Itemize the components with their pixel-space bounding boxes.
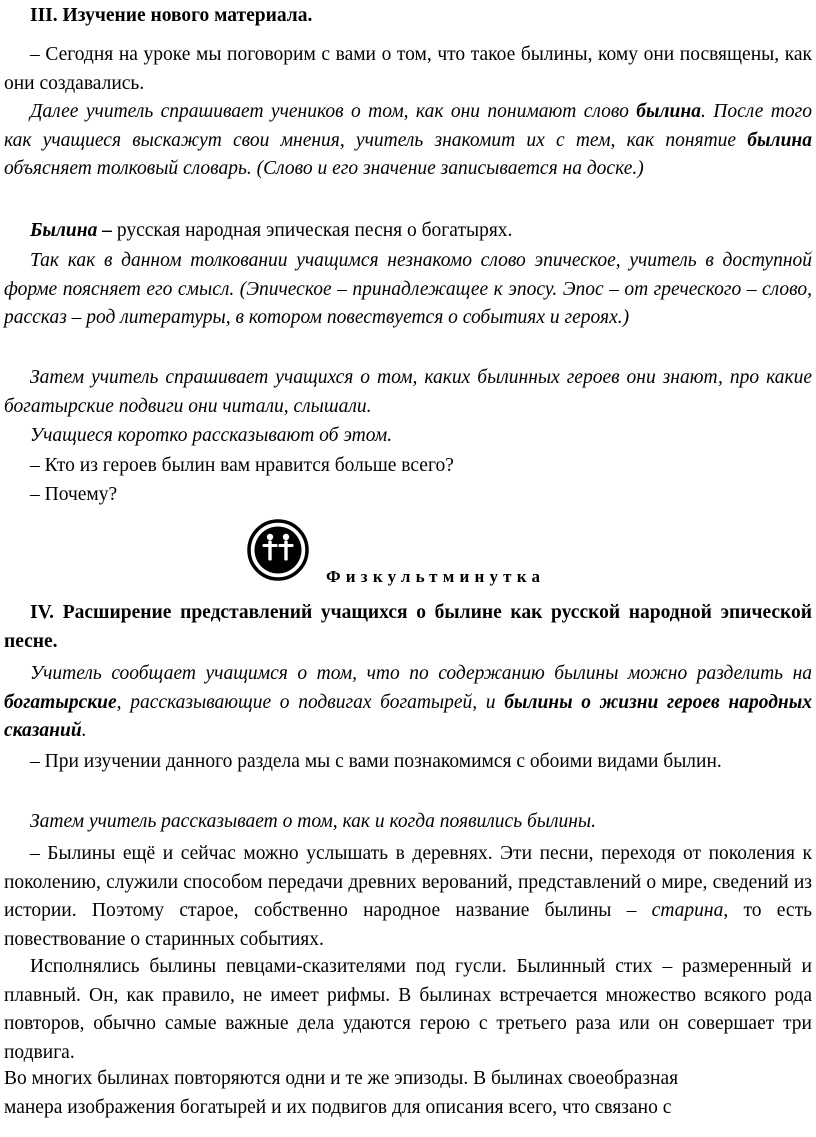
speech-text: , то есть повествование о старинных событиях.: [4, 900, 812, 950]
note-text: .: [81, 720, 87, 741]
teacher-speech-both-kinds: – При изучении данного раздела мы с вами познакомимся с обоими видами былин.: [30, 751, 722, 772]
teacher-note-word-meaning: [4, 98, 812, 184]
teacher-speech-starina: [4, 840, 812, 954]
question-favorite-hero: – Кто из героев былин вам нравится больше всего?: [30, 455, 454, 476]
teacher-note-heroes: Затем учитель спрашивает учащихся о том, каких былинных героев они знают, про какие богатырские подвиги они читали, слышали.: [4, 367, 812, 417]
term-bogatyrskie: богатырские: [4, 691, 117, 713]
term-hero-tales: былины о жизни героев народных сказаний: [4, 691, 812, 741]
note-text: , рассказывающие о подвигах богатырей, и: [116, 691, 505, 713]
fizkult-title: Физкультминутка: [326, 567, 546, 586]
paragraph-performers: Исполнялись былины певцами-сказителями под гусли. Былинный стих – размеренный и плавный. Он, как правило, не имеет рифмы. В былинах встречается множество всякого рода повторов, обычно самые важные дела удаются герою с третьего раза или он совершает три подвига.: [4, 956, 812, 1063]
note-text: Далее учитель спрашивает учеников о том, как они понимают слово: [30, 101, 637, 122]
teacher-note-epic-meaning: Так как в данном толковании учащимся незнакомо слово эпическое, учитель в доступной форме поясняет его смысл. (Эпическое – принадлежащее к эпосу. Эпос – от греческого – слово, рассказ – род литературы, в котором повествуется о событиях и героях.): [4, 250, 812, 328]
term-bylina: былина: [636, 101, 701, 122]
question-why: – Почему?: [30, 484, 118, 505]
two-figures-icon: [246, 518, 310, 582]
definition-text: русская народная эпическая песня о богатырях.: [111, 220, 513, 241]
definition-term: Былина –: [30, 220, 112, 241]
section-3-heading: III. Изучение нового материала.: [30, 5, 313, 26]
speech-text: – Былины ещё и сейчас можно услышать в деревнях. Эти песни, переходя от поколения к поколению, служили способом передачи древних верований, представлений о мире, сведений из истории. Поэтому старое, собственно народное название былины –: [4, 843, 812, 921]
section-4-heading: IV. Расширение представлений учащихся о былине как русской народной эпической песне.: [4, 602, 812, 652]
definition-bylina: [4, 217, 812, 246]
students-answer-note: Учащиеся коротко рассказывают об этом.: [30, 425, 393, 446]
teacher-speech-intro: – Сегодня на уроке мы поговорим с вами о том, что такое былины, кому они посвящены, как они создавались.: [4, 44, 812, 94]
term-bylina: былина: [747, 129, 812, 151]
paragraph-episodes-line-2: манера изображения богатырей и их подвигов для описания всего, что связано с: [4, 1097, 672, 1118]
paragraph-episodes-line-1: Во многих былинах повторяются одни и те же эпизоды. В былинах своеобразная: [4, 1068, 679, 1089]
note-text: . После того как учащиеся выскажут свои мнения, учитель знакомит их с тем, как понятие: [4, 101, 812, 151]
note-text: Учитель сообщает учащимся о том, что по содержанию былины можно разделить на: [30, 663, 812, 684]
teacher-note-origin: Затем учитель рассказывает о том, как и когда появились былины.: [30, 811, 596, 832]
teacher-note-bylina-types: [4, 660, 812, 746]
term-starina: старина: [651, 900, 724, 921]
note-text: объясняет толковый словарь. (Слово и его значение записывается на доске.): [4, 158, 644, 179]
